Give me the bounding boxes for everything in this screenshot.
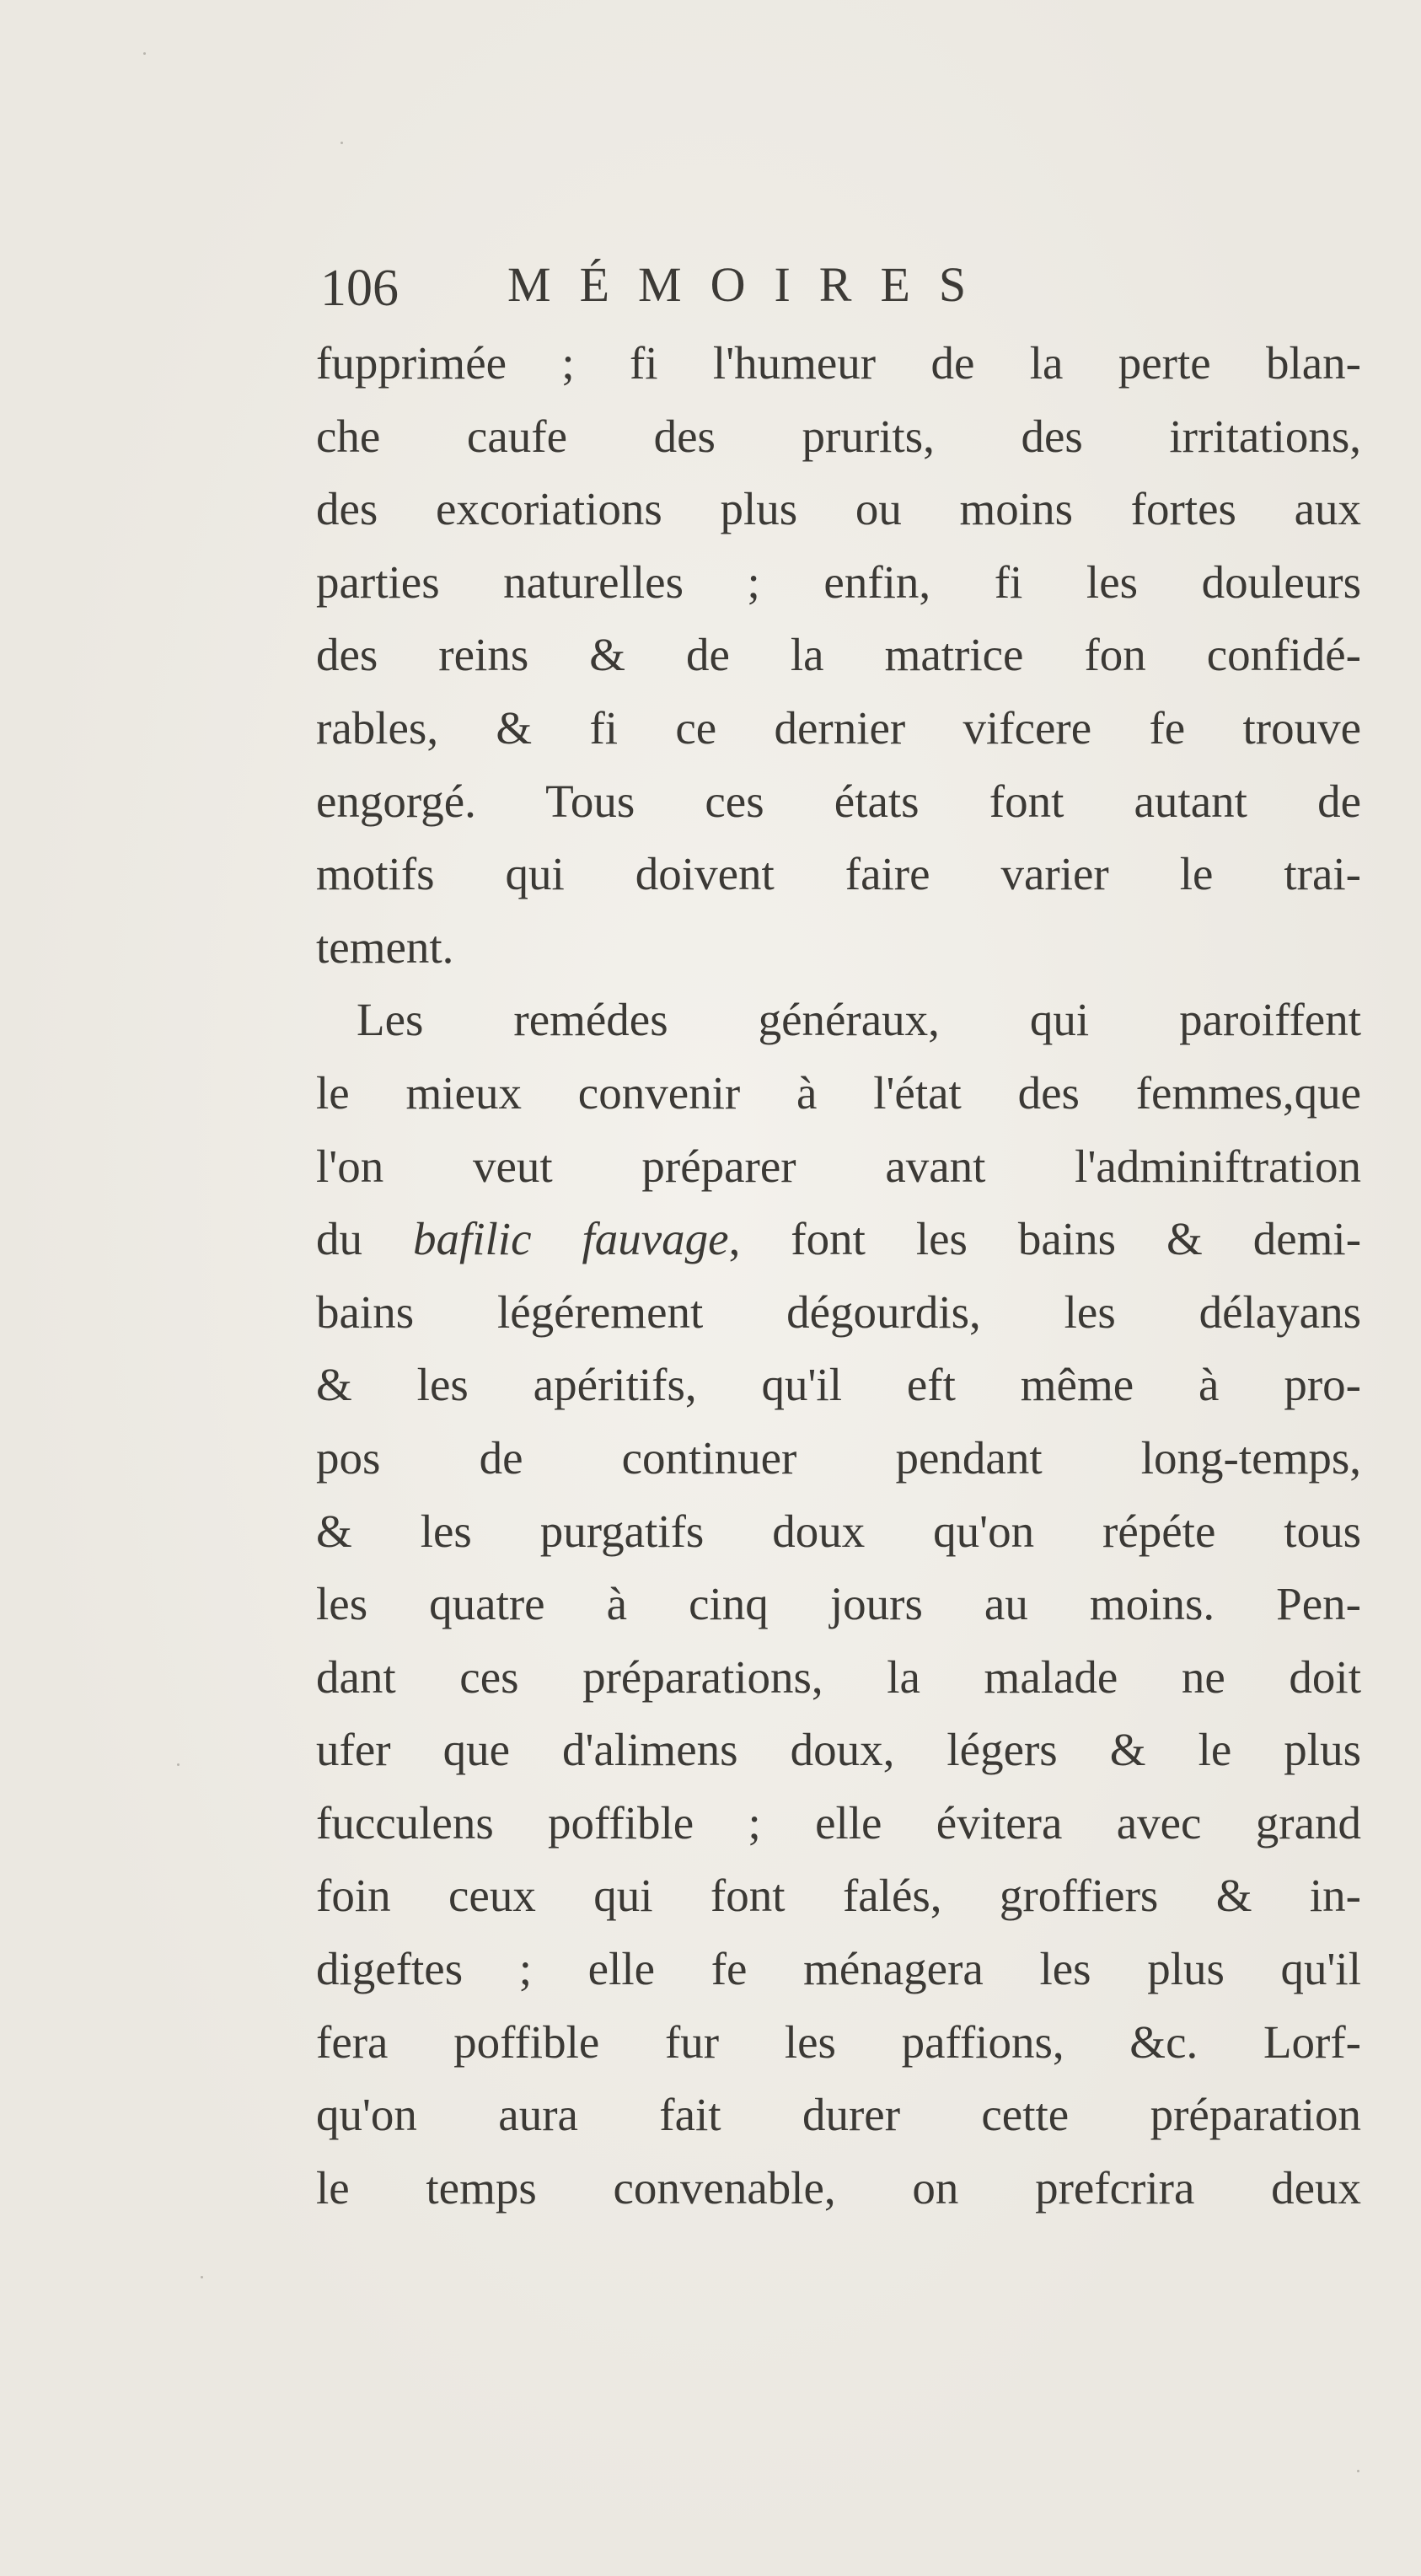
text-line: motifs qui doivent faire varier le trai- [316, 848, 1361, 900]
text-line: fera poffible fur les paffions, &c. Lorf- [316, 2015, 1361, 2068]
text-line: des excoriations plus ou moins fortes aux [316, 483, 1361, 535]
text-line: digeftes ; elle fe ménagera les plus qu'il [316, 1943, 1361, 1995]
body-text [316, 327, 1361, 2224]
text-line: le temps convenable, on prefcrira deux [316, 2161, 1361, 2214]
text-segment: , font les bains & demi- [728, 1213, 1362, 1265]
text-line: engorgé. Tous ces états font autant de [316, 775, 1361, 827]
italic-plant-name: bafilic fauvage [412, 1213, 729, 1265]
text-line: che caufe des prurits, des irritations, [316, 410, 1361, 462]
text-line: l'on veut préparer avant l'adminiftration [316, 1140, 1361, 1192]
paper-speck [201, 2276, 203, 2278]
text-line: qu'on aura fait durer cette préparation [316, 2089, 1361, 2141]
text-line-with-italic [316, 1203, 1361, 1276]
text-line: foin ceux qui font falés, groffiers & in- [316, 1870, 1361, 1922]
text-line: rables, & fi ce dernier vifcere fe trouve [316, 701, 1361, 754]
text-line: le mieux convenir à l'état des femmes,que [316, 1066, 1361, 1119]
text-line: Les remédes généraux, qui paroiffent [357, 994, 1361, 1046]
text-line: tement. [316, 920, 454, 973]
text-line: pos de continuer pendant long-temps, [316, 1431, 1361, 1484]
running-title: MÉMOIRES [507, 257, 995, 312]
paper-speck [1357, 2470, 1359, 2472]
text-line: ufer que d'alimens doux, légers & le plus [316, 1724, 1361, 1776]
paper-speck [143, 52, 146, 55]
paper-speck [341, 142, 343, 144]
page-number: 106 [320, 260, 399, 317]
text-line: dant ces préparations, la malade ne doit [316, 1650, 1361, 1703]
text-line: des reins & de la matrice fon confidé- [316, 629, 1361, 681]
text-line: bains légérement dégourdis, les délayans [316, 1285, 1361, 1338]
text-line: & les purgatifs doux qu'on répéte tous [316, 1505, 1361, 1557]
text-line: parties naturelles ; enfin, fi les douleurs [316, 555, 1361, 608]
paper-speck [177, 1763, 180, 1766]
text-line: & les apéritifs, qu'il eft même à pro- [316, 1359, 1361, 1411]
text-segment: du [316, 1213, 362, 1265]
running-head [320, 250, 1113, 325]
text-line: les quatre à cinq jours au moins. Pen- [316, 1578, 1361, 1630]
text-line: fucculens poffible ; elle évitera avec grand [316, 1796, 1361, 1849]
text-line: fupprimée ; fi l'humeur de la perte blan- [316, 337, 1361, 389]
